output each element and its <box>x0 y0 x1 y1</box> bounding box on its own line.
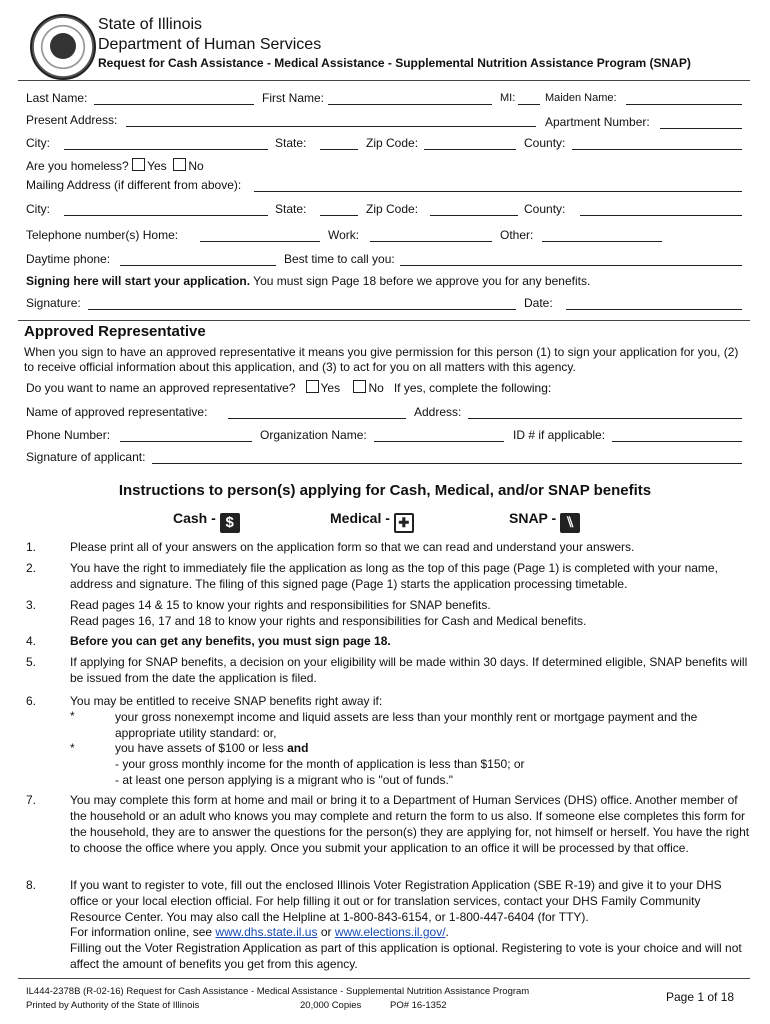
footer-page-number: Page 1 of 18 <box>666 990 735 1004</box>
section-divider <box>18 320 750 321</box>
signing-note <box>26 274 590 288</box>
item-8-online-pre: For information online, see <box>70 925 213 939</box>
telephone-label: Telephone number(s) Home: <box>26 228 179 242</box>
applicant-signature-field[interactable] <box>152 463 742 464</box>
illinois-seal <box>30 14 96 80</box>
daytime-phone-label: Daytime phone: <box>26 252 111 266</box>
item-3-text-2: Read pages 16, 17 and 18 to know your rights and responsibilities for Cash and Medical benefits. <box>70 614 587 628</box>
item-7-number: 7. <box>26 793 37 807</box>
signing-note-bold: Signing here will start your application. <box>26 274 251 288</box>
medical-legend <box>330 510 414 533</box>
snap-legend <box>509 510 580 533</box>
rep-address-label: Address: <box>414 405 462 419</box>
item-8-number: 8. <box>26 878 37 892</box>
city-label: City: <box>26 136 50 150</box>
state-field[interactable] <box>320 149 358 150</box>
signature-field[interactable] <box>88 309 516 310</box>
footer-divider <box>18 978 750 979</box>
representative-if-yes: If yes, complete the following: <box>393 381 552 395</box>
homeless-no-label: No <box>188 159 204 173</box>
footer-copies: 20,000 Copies <box>300 1000 362 1011</box>
item-6-text: You may be entitled to receive SNAP benefits right away if: <box>70 694 383 708</box>
home-phone-field[interactable] <box>200 241 320 242</box>
mi-label: MI: <box>500 92 516 104</box>
item-8-text: If you want to register to vote, fill out the enclosed Illinois Voter Registration Application (SBE R-19) and give it to your DHS office or your local election official. For help filling it out or for translation services, contact your DHS Family Community Resource Center. You may also call the Helpline at 1-800-843-6154, or 1-800-447-6404 (for TTY). <box>70 878 722 924</box>
mailing-county-field[interactable] <box>580 215 742 216</box>
rep-phone-label: Phone Number: <box>26 428 111 442</box>
rep-address-field[interactable] <box>468 418 742 419</box>
maiden-name-label: Maiden Name: <box>545 92 617 104</box>
representative-question-label: Do you want to name an approved representative? <box>26 381 296 395</box>
item-8-last: Filling out the Voter Registration Application as part of this application is optional. Registering to vote is your choice and will not affect the amount of benefits you get from this agency. <box>70 941 742 971</box>
item-7-text: You may complete this form at home and mail or bring it to a Department of Human Services (DHS) office. Another member of the household or an adult who knows you may complete and return the form to us also. If someone else completes this form for the household, they are to answer the questions for the person(s) they are applying for, not himself or herself. You have the right to choose the office where you apply. Once you submit your application to an office it will be processed by that office. <box>70 793 750 855</box>
zip-label: Zip Code: <box>366 136 419 150</box>
mi-field[interactable] <box>518 104 540 105</box>
mailing-state-label: State: <box>275 202 307 216</box>
header-form-title: Request for Cash Assistance - Medical Assistance - Supplemental Nutrition Assistance Program (SNAP) <box>98 56 691 70</box>
date-label: Date: <box>524 296 553 310</box>
mailing-state-field[interactable] <box>320 215 358 216</box>
item-2-text: You have the right to immediately file the application as long as the top of this page (Page 1) is completed with your name, address and signature. The filing of this signed page (Page 1) starts the application processing timetable. <box>70 561 718 591</box>
item-1-text: Please print all of your answers on the application form so that we can read and understand your answers. <box>70 540 635 554</box>
item-4-number: 4. <box>26 634 37 648</box>
footer-printed: Printed by Authority of the State of Illinois <box>26 1000 200 1011</box>
item-1-number: 1. <box>26 540 37 554</box>
homeless-label: Are you homeless? <box>26 159 129 173</box>
first-name-label: First Name: <box>262 91 325 105</box>
header-divider <box>18 80 750 81</box>
rep-org-field[interactable] <box>374 441 504 442</box>
homeless-yes-label: Yes <box>147 159 167 173</box>
elections-website-link[interactable]: www.elections.il.gov/ <box>334 925 446 939</box>
applicant-signature-label: Signature of applicant: <box>26 450 146 464</box>
work-phone-label: Work: <box>328 228 360 242</box>
date-field[interactable] <box>566 309 742 310</box>
homeless-yes-checkbox[interactable] <box>132 158 145 171</box>
best-time-field[interactable] <box>400 265 742 266</box>
mailing-address-label: Mailing Address (if different from above): <box>26 178 242 192</box>
item-6-star-2: * <box>70 741 75 755</box>
item-8-or: or <box>320 925 332 939</box>
header-department: Department of Human Services <box>98 36 322 53</box>
item-6-bullet-2-text: you have assets of $100 or less <box>115 741 284 755</box>
rep-org-label: Organization Name: <box>260 428 367 442</box>
mailing-county-label: County: <box>524 202 566 216</box>
snap-label: SNAP - <box>509 510 557 526</box>
item-6-bullet-2 <box>115 740 745 756</box>
item-6-bullet-2-and: and <box>287 741 309 755</box>
item-6-sub-1: - your gross monthly income for the month of application is less than $150; or <box>115 757 525 771</box>
rep-phone-field[interactable] <box>120 441 252 442</box>
item-8-online <box>70 924 750 940</box>
mailing-address-field[interactable] <box>254 191 742 192</box>
cash-legend <box>173 510 240 533</box>
last-name-label: Last Name: <box>26 91 88 105</box>
rep-id-label: ID # if applicable: <box>513 428 606 442</box>
item-4-text: Before you can get any benefits, you must sign page 18. <box>70 634 391 648</box>
representative-question <box>26 380 551 395</box>
other-phone-label: Other: <box>500 228 534 242</box>
present-address-label: Present Address: <box>26 113 118 127</box>
item-6-sub-2: - at least one person applying is a migrant who is "out of funds." <box>115 773 454 787</box>
representative-title: Approved Representative <box>24 323 206 340</box>
zip-field[interactable] <box>424 149 516 150</box>
representative-no-label: No <box>368 381 384 395</box>
mailing-zip-field[interactable] <box>430 215 518 216</box>
item-5-number: 5. <box>26 655 37 669</box>
maiden-name-field[interactable] <box>626 104 742 105</box>
best-time-label: Best time to call you: <box>284 252 395 266</box>
cash-label: Cash - <box>173 510 216 526</box>
other-phone-field[interactable] <box>542 241 662 242</box>
medical-cross-icon: ✚ <box>394 513 414 533</box>
rep-name-label: Name of approved representative: <box>26 405 208 419</box>
footer-po: PO# 16-1352 <box>390 1000 447 1011</box>
medical-label: Medical - <box>330 510 390 526</box>
rep-name-field[interactable] <box>228 418 406 419</box>
state-label: State: <box>275 136 307 150</box>
mailing-city-field[interactable] <box>64 215 268 216</box>
representative-paragraph: When you sign to have an approved representative it means you give permission for this person (1) to sign your application for you, (2) to receive official information about this application, and (3) to act for you on all matters with this agency. <box>24 345 739 374</box>
representative-no-checkbox[interactable] <box>353 380 366 393</box>
homeless-no-checkbox[interactable] <box>173 158 186 171</box>
item-6-bullet-1: your gross nonexempt income and liquid assets are less than your monthly rent or mortgage payment and the appropriate utility standard: or, <box>115 710 698 740</box>
county-field[interactable] <box>572 149 742 150</box>
instructions-title: Instructions to person(s) applying for Cash, Medical, and/or SNAP benefits <box>118 482 652 499</box>
header-state: State of Illinois <box>98 16 203 33</box>
daytime-phone-field[interactable] <box>120 265 276 266</box>
item-6-number: 6. <box>26 694 37 708</box>
last-name-field[interactable] <box>94 104 254 105</box>
item-2-number: 2. <box>26 561 37 575</box>
item-6-star-1: * <box>70 709 75 723</box>
footer-form-id: IL444-2378B (R-02-16) Request for Cash Assistance - Medical Assistance - Supplemental Nutrition Assistance Program <box>26 986 530 997</box>
representative-yes-label: Yes <box>320 381 341 395</box>
apartment-number-label: Apartment Number: <box>545 115 650 129</box>
mailing-zip-label: Zip Code: <box>366 202 419 216</box>
homeless-question <box>26 158 204 173</box>
rep-id-field[interactable] <box>612 441 742 442</box>
item-3-text: Read pages 14 & 15 to know your rights and responsibilities for SNAP benefits. <box>70 598 491 612</box>
county-label: County: <box>524 136 566 150</box>
fork-knife-icon: ⑊ <box>560 513 580 533</box>
present-address-field[interactable] <box>126 126 536 127</box>
signature-label: Signature: <box>26 296 81 310</box>
first-name-field[interactable] <box>328 104 492 105</box>
dollar-icon: $ <box>220 513 240 533</box>
signing-note-rest: You must sign Page 18 before we approve you for any benefits. <box>253 274 591 288</box>
apartment-number-field[interactable] <box>660 128 742 129</box>
work-phone-field[interactable] <box>370 241 492 242</box>
item-8-period: . <box>445 925 449 939</box>
seal-eagle-icon <box>50 33 76 59</box>
item-3-number: 3. <box>26 598 37 612</box>
city-field[interactable] <box>64 149 268 150</box>
mailing-city-label: City: <box>26 202 50 216</box>
dhs-website-link[interactable]: www.dhs.state.il.us <box>215 925 318 939</box>
item-5-text: If applying for SNAP benefits, a decision on your eligibility will be made within 30 days. If determined eligible, SNAP benefits will be issued from the date the application is filed. <box>70 655 748 685</box>
representative-yes-checkbox[interactable] <box>306 380 319 393</box>
